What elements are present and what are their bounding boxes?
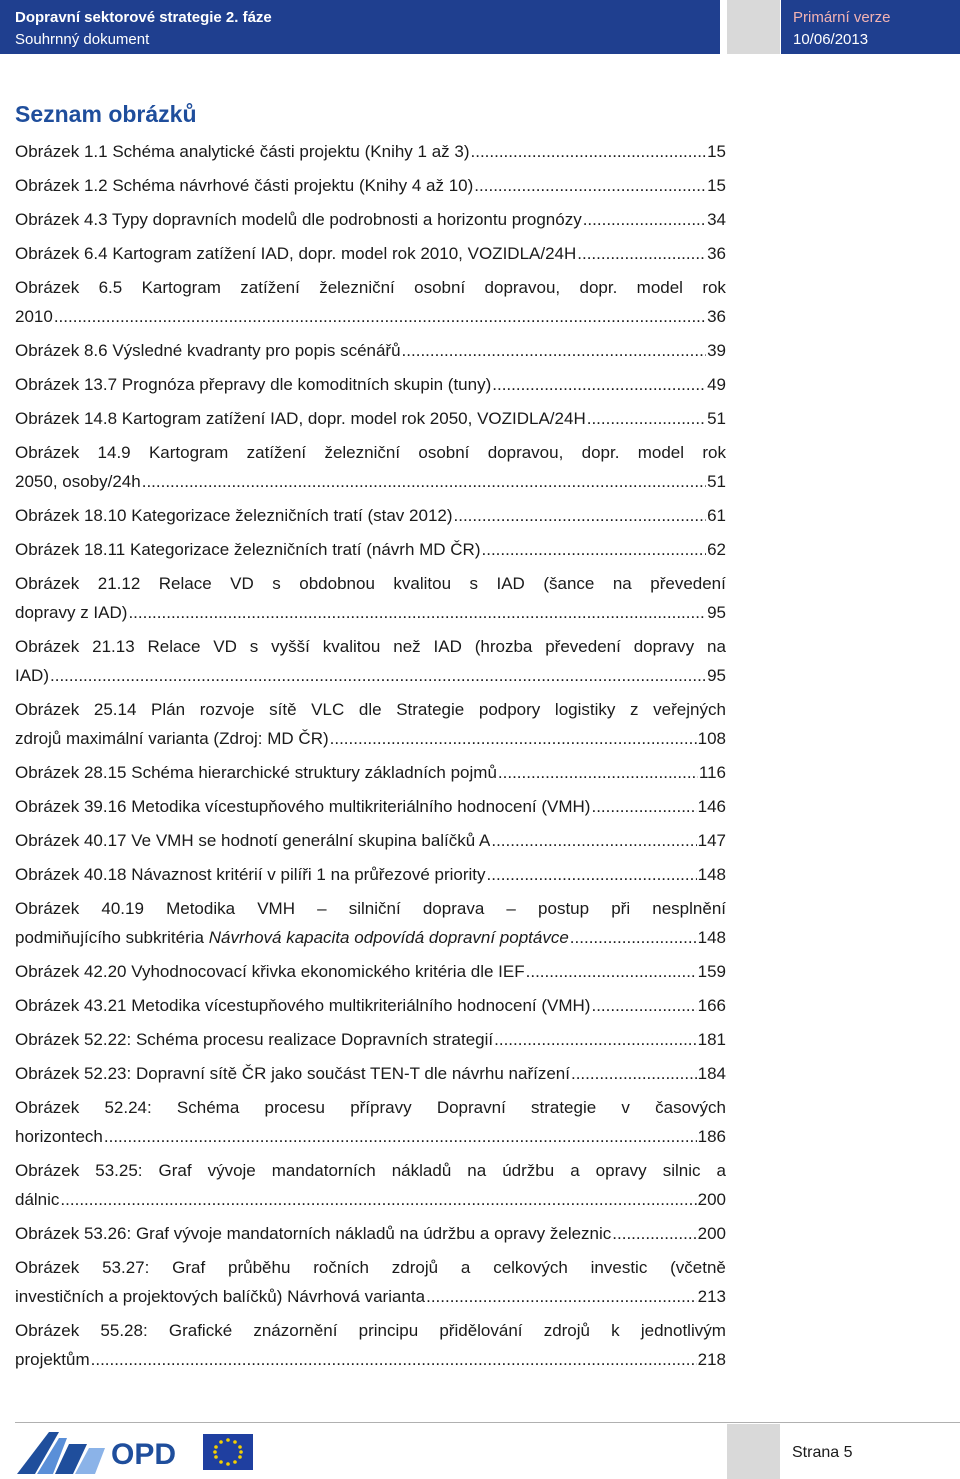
figure-entry-line: Obrázek 53.25: Graf vývoje mandatorních nákladů na údržbu a opravy silnic a [15, 1161, 726, 1180]
figure-entry-text: investičních a projektových balíčků) Návrhová varianta [15, 1287, 426, 1306]
figure-page-number: 200 [697, 1190, 726, 1209]
figure-entry[interactable] [15, 569, 726, 627]
figure-page-number: 108 [697, 729, 726, 748]
dot-leader [402, 336, 707, 365]
figure-entry[interactable] [15, 695, 726, 753]
figure-entry-line: Obrázek 52.24: Schéma procesu přípravy Dopravní strategie v časových [15, 1098, 726, 1117]
figure-page-number: 51 [707, 472, 726, 491]
figure-entry-text: Obrázek 14.8 Kartogram zatížení IAD, dopr. model rok 2050, VOZIDLA/24H [15, 409, 586, 428]
figure-page-number: 62 [707, 540, 726, 559]
dot-leader [54, 302, 706, 331]
figure-entry[interactable] [15, 239, 726, 268]
figure-entry[interactable] [15, 1093, 726, 1151]
figure-entry[interactable] [15, 1025, 726, 1054]
header-gray-block [727, 0, 780, 54]
figure-page-number: 148 [697, 928, 726, 947]
opd-logo [15, 1428, 255, 1476]
figure-entry-text: Obrázek 39.16 Metodika vícestupňového multikriteriálního hodnocení (VMH) [15, 797, 591, 816]
figure-entry[interactable] [15, 758, 726, 787]
figure-page-number: 36 [707, 307, 726, 326]
page-number: Strana 5 [792, 1444, 853, 1461]
figure-entry-line: Obrázek 53.27: Graf průběhu ročních zdrojů a celkových investic (včetně [15, 1258, 726, 1277]
figure-page-number: 61 [707, 506, 726, 525]
figure-entry-text: Obrázek 18.10 Kategorizace železničních tratí (stav 2012) [15, 506, 453, 525]
dot-leader [492, 370, 706, 399]
dot-leader [482, 535, 707, 564]
figure-entry-text: Obrázek 52.23: Dopravní sítě ČR jako součást TEN-T dle návrhu nařízení [15, 1064, 570, 1083]
figure-entry-text: IAD) [15, 666, 49, 685]
figure-entry[interactable] [15, 501, 726, 530]
figure-entry-text: podmiňujícího subkritéria [15, 928, 204, 947]
figure-entry-line: Obrázek 6.5 Kartogram zatížení železniční osobní dopravou, dopr. model rok [15, 278, 726, 297]
figure-entry-text: Obrázek 53.26: Graf vývoje mandatorních nákladů na údržbu a opravy železnic [15, 1224, 612, 1243]
dot-leader [60, 1185, 696, 1214]
figure-entry-line: Obrázek 25.14 Plán rozvoje sítě VLC dle Strategie podpory logistiky z veřejných [15, 700, 726, 719]
dot-leader [612, 1219, 696, 1248]
figure-entry[interactable] [15, 535, 726, 564]
page-title: Seznam obrázků [15, 101, 197, 127]
figure-page-number: 95 [707, 603, 726, 622]
figure-entry-text: projektům [15, 1350, 90, 1369]
figure-page-number: 200 [697, 1224, 726, 1243]
figure-page-number: 51 [707, 409, 726, 428]
figure-entry-text: Obrázek 18.11 Kategorizace železničních tratí (návrh MD ČR) [15, 540, 481, 559]
figure-entry[interactable] [15, 1316, 726, 1374]
figure-page-number: 181 [697, 1030, 726, 1049]
dot-leader [454, 501, 707, 530]
figure-page-number: 34 [707, 210, 726, 229]
dot-leader [571, 1059, 697, 1088]
figure-entry-text: Obrázek 13.7 Prognóza přepravy dle komoditních skupin (tuny) [15, 375, 492, 394]
figure-page-number: 166 [697, 996, 726, 1015]
figure-entry-text: Obrázek 4.3 Typy dopravních modelů dle podrobnosti a horizontu prognózy [15, 210, 582, 229]
dot-leader [330, 724, 697, 753]
dot-leader [471, 137, 707, 166]
document-date: 10/06/2013 [793, 31, 869, 48]
footer-gray-block [727, 1424, 780, 1479]
figure-page-number: 116 [698, 763, 726, 782]
figure-entry-line: Obrázek 21.13 Relace VD s vyšší kvalitou než IAD (hrozba převedení dopravy na [15, 637, 726, 656]
document-version: Primární verze [793, 9, 891, 26]
figure-entry[interactable] [15, 632, 726, 690]
figure-entry[interactable] [15, 1156, 726, 1214]
figure-page-number: 15 [707, 176, 726, 195]
dot-leader [491, 826, 696, 855]
figure-entry-text: Obrázek 1.2 Schéma návrhové části projektu (Knihy 4 až 10) [15, 176, 474, 195]
figure-page-number: 186 [697, 1127, 726, 1146]
dot-leader [426, 1282, 697, 1311]
dot-leader [91, 1345, 697, 1374]
figure-entry-text: 2050, osoby/24h [15, 472, 141, 491]
figure-entry-text: horizontech [15, 1127, 103, 1146]
figure-entry-text: dálnic [15, 1190, 60, 1209]
dot-leader [487, 860, 697, 889]
figure-entry[interactable] [15, 404, 726, 433]
eu-flag-icon [203, 1434, 253, 1470]
document-subtitle: Souhrnný dokument [15, 31, 150, 48]
figure-entry-text: Obrázek 40.17 Ve VMH se hodnotí generální skupina balíčků A [15, 831, 491, 850]
figure-page-number: 213 [697, 1287, 726, 1306]
figure-entry-line: Obrázek 14.9 Kartogram zatížení železniční osobní dopravou, dopr. model rok [15, 443, 726, 462]
figure-entry-text: Obrázek 8.6 Výsledné kvadranty pro popis scénářů [15, 341, 401, 360]
figure-page-number: 148 [697, 865, 726, 884]
figure-page-number: 159 [697, 962, 726, 981]
figure-page-number: 184 [697, 1064, 726, 1083]
document-title: Dopravní sektorové strategie 2. fáze [15, 9, 272, 26]
figure-entry-text: Obrázek 43.21 Metodika vícestupňového multikriteriálního hodnocení (VMH) [15, 996, 591, 1015]
figure-entry[interactable] [15, 894, 726, 952]
dot-leader [50, 661, 706, 690]
figure-entry-text: zdrojů maximální varianta (Zdroj: MD ČR) [15, 729, 329, 748]
figure-entry[interactable] [15, 171, 726, 200]
figure-entry-line: Obrázek 21.12 Relace VD s obdobnou kvalitou s IAD (šance na převedení [15, 574, 726, 593]
figure-entry-text: Obrázek 6.4 Kartogram zatížení IAD, dopr. model rok 2010, VOZIDLA/24H [15, 244, 577, 263]
dot-leader [494, 1025, 696, 1054]
dot-leader [142, 467, 706, 496]
dot-leader [526, 957, 697, 986]
figure-entry-text: Obrázek 40.18 Návaznost kritérií v pilíři 1 na průřezové priority [15, 865, 486, 884]
figure-entry[interactable] [15, 957, 726, 986]
figure-page-number: 39 [707, 341, 726, 360]
figure-entry-text: dopravy z IAD) [15, 603, 128, 622]
dot-leader [570, 923, 697, 952]
figure-entry-text: Obrázek 28.15 Schéma hierarchické struktury základních pojmů [15, 763, 497, 782]
figure-entry-text: Obrázek 52.22: Schéma procesu realizace Dopravních strategií [15, 1030, 494, 1049]
logo-text: OPD [111, 1438, 177, 1471]
figure-entry-italic-text: Návrhová kapacita odpovídá dopravní poptávce [208, 928, 569, 947]
figure-entry[interactable] [15, 792, 726, 821]
figure-entry[interactable] [15, 336, 726, 365]
dot-leader [104, 1122, 697, 1151]
figure-entry[interactable] [15, 826, 726, 855]
figure-entry[interactable] [15, 860, 726, 889]
figure-page-number: 15 [707, 142, 726, 161]
figure-entry[interactable] [15, 205, 726, 234]
figure-page-number: 147 [697, 831, 726, 850]
road-icon [17, 1432, 105, 1474]
dot-leader [583, 205, 706, 234]
dot-leader [591, 792, 696, 821]
figure-entry[interactable] [15, 1059, 726, 1088]
figure-page-number: 95 [707, 666, 726, 685]
figure-entry-text: 2010 [15, 307, 53, 326]
dot-leader [591, 991, 696, 1020]
figure-page-number: 146 [697, 797, 726, 816]
figure-entry-line: Obrázek 55.28: Grafické znázornění principu přidělování zdrojů k jednotlivým [15, 1321, 726, 1340]
figure-entry-line: Obrázek 40.19 Metodika VMH – silniční doprava – postup při nesplnění [15, 899, 726, 918]
figure-page-number: 49 [707, 375, 726, 394]
figure-entry[interactable] [15, 1253, 726, 1311]
figure-page-number: 36 [707, 244, 726, 263]
dot-leader [474, 171, 706, 200]
figure-entry-text: Obrázek 1.1 Schéma analytické části projektu (Knihy 1 až 3) [15, 142, 470, 161]
figure-entry-text: Obrázek 42.20 Vyhodnocovací křivka ekonomického kritéria dle IEF [15, 962, 525, 981]
figure-entry[interactable] [15, 438, 726, 496]
figure-entry[interactable] [15, 273, 726, 331]
figure-entry[interactable] [15, 370, 726, 399]
footer-divider [15, 1422, 960, 1423]
dot-leader [577, 239, 706, 268]
figure-entry[interactable] [15, 991, 726, 1020]
figure-entry[interactable] [15, 137, 726, 166]
dot-leader [498, 758, 698, 787]
list-of-figures [15, 137, 726, 1379]
figure-entry[interactable] [15, 1219, 726, 1248]
dot-leader [587, 404, 706, 433]
dot-leader [128, 598, 706, 627]
figure-page-number: 218 [697, 1350, 726, 1369]
